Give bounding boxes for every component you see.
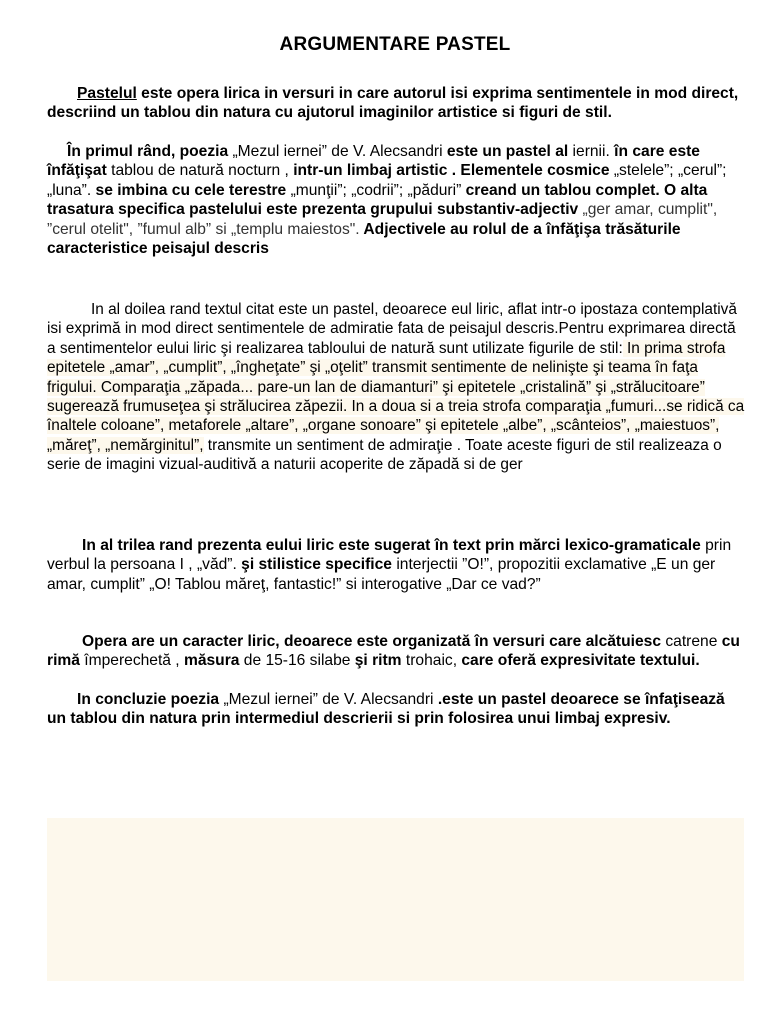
text-segment: „ger amar, cumplit", ”cerul otelit", ”fumul alb” si „templu maiestos". [47,201,718,238]
text-segment: Adjectivele au rolul de a înfăţişa trăsăturile caracteristice peisajul descris [47,220,681,258]
text-segment: În primul rând, poezia [67,143,229,160]
text-segment: intr-un limbaj artistic . Elementele cosmice [288,162,610,180]
paragraph-definition [47,84,747,123]
text-segment: transmite un sentiment de admiraţie [203,436,453,454]
text-segment: tablou de natură nocturn , [106,162,289,180]
text-segment: şi ritm [350,652,402,670]
text-segment: împerechetă , [79,652,180,670]
text-segment: măsura [179,652,240,670]
text-segment: este un pastel al [446,143,569,160]
text-segment: .este un pastel deoarece se înfaţisează un tablou din natura prin intermediul descrierii si prin folosirea unui limbaj expresiv. [47,691,725,728]
text-segment: In al trilea rand prezenta eului liric este sugerat în text prin mărci lexico-gramaticale [82,537,701,554]
text-segment: „Mezul iernei” de V. Alecsandri [219,691,438,708]
document-title: ARGUMENTARE PASTEL [279,34,511,55]
text-segment: catrene [661,633,722,650]
text-segment: iernii. [568,143,610,160]
paragraph-first-argument [47,142,747,258]
text-segment: . Toate aceste figuri de stil realizeaza o serie de imagini vizual-auditivă a naturii acoperite de zăpadă si de ger [47,436,722,474]
highlighted-text: In prima strofa epitetele „amar”, „cumplit”, „îngheţate” şi „oţelit” transmit sentimente de nelinişte şi teama în faţa frigului. Comparaţia „zăpada... pare-un lan de diamanturi” şi epitetele „cristalină” şi „strălucitoare” sugerează frumuseţea şi strălucirea zăpezii. In a doua si a treia strofa comparaţia „fumuri...se ridică ca înaltele coloane”, metaforele „altare”, „organe sonoare” şi epitetele „albe”, „scânteios”, „maiestuos”, „măreţ”, „nemărginitul”, [47,339,745,454]
text-segment: trohaic, [401,652,458,670]
term-pastelul: Pastelul [77,85,137,102]
text-segment: In concluzie poezia [77,691,220,708]
text-segment: care oferă expresivitate textului. [457,652,700,670]
text-segment: şi stilistice specifice [236,556,392,574]
text-segment: „stelele”; „cerul”; „luna”. [47,162,727,199]
text-segment: cu rimă [47,633,740,670]
paragraph-fourth-argument [47,632,747,671]
text-segment: interjectii ”O!”, propozitii exclamative „E un ger amar, cumplit” „O! Tablou măreţ, fantastic!” si interogative „Dar ce vad?” [47,556,716,593]
paragraph-third-argument [47,536,747,594]
text-segment: creand un tablou complet. O alta trasatura specifica pastelului este prezenta grupului substantiv-adjectiv [47,181,708,219]
text-segment: Opera are un caracter liric, deoarece este organizată în versuri care alcătuiesc [82,633,662,650]
empty-shaded-box [47,818,744,981]
text-segment: în care este înfăţişat [47,143,700,180]
text-segment: prin verbul la persoana I , „văd”. [47,537,732,574]
paragraph-second-argument [47,300,747,475]
definition-text: este opera lirica in versuri in care autorul isi exprima sentimentele in mod direct, descriind un tablou din natura cu ajutorul imaginilor artistice si figuri de stil. [47,85,739,122]
text-segment: In al doilea rand textul citat este un pastel, deoarece eul liric, aflat intr-o ipostaza contemplativă isi exprimă in mod direct sentimentele de admiratie fata de peisajul descris.Pentru exprimarea directă a sentimentelor eului liric şi realizarea tabloului de natură sunt utilizate figurile de stil: [47,301,737,357]
paragraph-conclusion [47,690,747,729]
text-segment: „Mezul iernei” de V. Alecsandri [228,143,447,160]
text-segment: de 15-16 silabe [239,652,351,670]
text-segment: „munţii”; „codrii”; „păduri” [286,181,462,199]
text-segment: se imbina cu cele terestre [91,181,287,199]
